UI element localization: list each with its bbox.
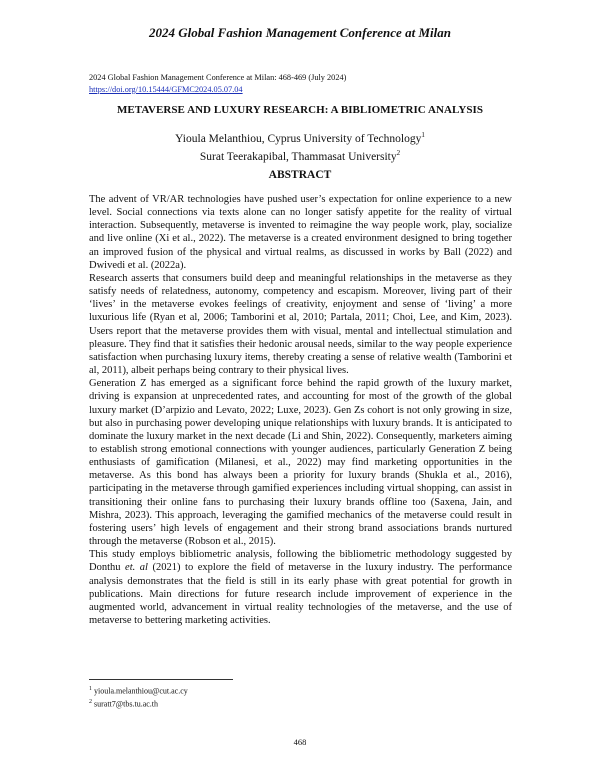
footnotes (89, 684, 188, 709)
paper-title: METAVERSE AND LUXURY RESEARCH: A BIBLIOMETRIC ANALYSIS (116, 104, 483, 116)
footnote-mark: 2 (396, 148, 401, 157)
footnote (89, 684, 188, 697)
citation-text: 2024 Global Fashion Management Conference at Milan: 468-469 (July 2024) (89, 73, 347, 82)
abstract-heading: ABSTRACT (268, 169, 332, 181)
paragraph-text: (2021) to explore the field of metaverse in the luxury industry. The performance analysis demonstrates that the field is still in its early phase with great potential for growth in publications. Main directions for future research include improvement of experience in the augmented world, advancement in virtual reality technologies of the metaverse, and the use of metaverse to bettering marketing activities. (89, 562, 512, 626)
citation-block (89, 72, 346, 96)
footnote-divider (89, 679, 233, 680)
paragraph-italic: et. al (125, 562, 148, 574)
author-name: Surat Teerakapibal, Thammasat University (199, 150, 397, 163)
footnote-mark: 2 (89, 698, 92, 705)
paragraph (89, 548, 512, 627)
author-line (0, 128, 600, 146)
paragraph: The advent of VR/AR technologies have pushed user’s expectation for online experience to a new level. Social connections via texts alone can no longer satisfy appetite for the reality of virtual interaction. Subsequently, metaverse is invented to reimagine the way people work, play, socialize and live online (Xi et al., 2022). The metaverse is a created environment designed to bring together an improved fusion of the physical and virtual realms, as discussed in works by Ball (2022) and Dwivedi et al. (2022a). (89, 194, 512, 271)
paragraph: Generation Z has emerged as a significant force behind the rapid growth of the luxury market, driving is expansion at unprecedented rates, and accounting for most of the growth of the global luxury market (D’arpizio and Levato, 2022; Luxe, 2023). Gen Zs cohort is not only growing in size, but also in purchasing power developing unique relationships with luxury brands. It is anticipated to dominate the luxury market in the next decade (Li and Shin, 2022). Consequently, marketers aiming to establish strong emotional connections with younger audiences, particularly Generation Z being enthusiasts of gamification (Milanesi, et al., 2022) may find marketing opportunities in the metaverse. As this bond has always been a priority for luxury brands (Shukla et al., 2016), participating in the metaverse through gamified experiences including virtual shopping, can assist in transitioning their online fans to purchasing their luxury brands offline too (Saxena, Jain, and Mishra, 2023). This approach, leveraging the gamified mechanics of the metaverse could result in fostering users’ high levels of engagement and their strong brand associations brands nurtured through the metaverse (Robson et al., 2015). (89, 378, 512, 548)
doi-link[interactable]: https://doi.org/10.15444/GFMC2024.05.07.04 (89, 85, 243, 94)
paragraph-text: This study employs bibliometric analysis, following the bibliometric methodology suggested by Donthu (89, 549, 512, 574)
author-line (0, 146, 600, 164)
author-list (0, 128, 600, 164)
footnote-mark: 1 (421, 131, 425, 139)
paragraph: Research asserts that consumers build deep and meaningful relationships in the metaverse as they satisfy needs of relatedness, autonomy, competency and escapism. Moreover, living part of their ‘lives’ in the metaverse evokes feelings of creativity, enjoyment and sense of ‘living’ a more luxurious life (Ryan et al, 2006; Tamborini et al, 2010; Partala, 2011; Choi, Lee, and Kim, 2023). Users report that the metaverse provides them with visual, mental and intellectual stimulation and pleasure. They find that it satisfies their hedonic arousal needs, similar to the way people experience satisfaction when purchasing luxury items, thereby creating a sense of relative wealth (Tamborini et al, 2011), albeit perhaps being contrary to their physical lives. (89, 272, 512, 377)
footnote-email: yioula.melanthiou@cut.ac.cy (94, 686, 188, 696)
footnote-email: suratt7@tbs.tu.ac.th (94, 699, 159, 709)
footnote-mark: 1 (89, 686, 92, 692)
running-head: 2024 Global Fashion Management Conference at Milan (149, 25, 451, 40)
page-number: 468 (293, 737, 307, 747)
abstract-body (89, 193, 512, 627)
footnote (89, 697, 188, 710)
author-name: Yioula Melanthiou, Cyprus University of Technology (175, 132, 422, 145)
